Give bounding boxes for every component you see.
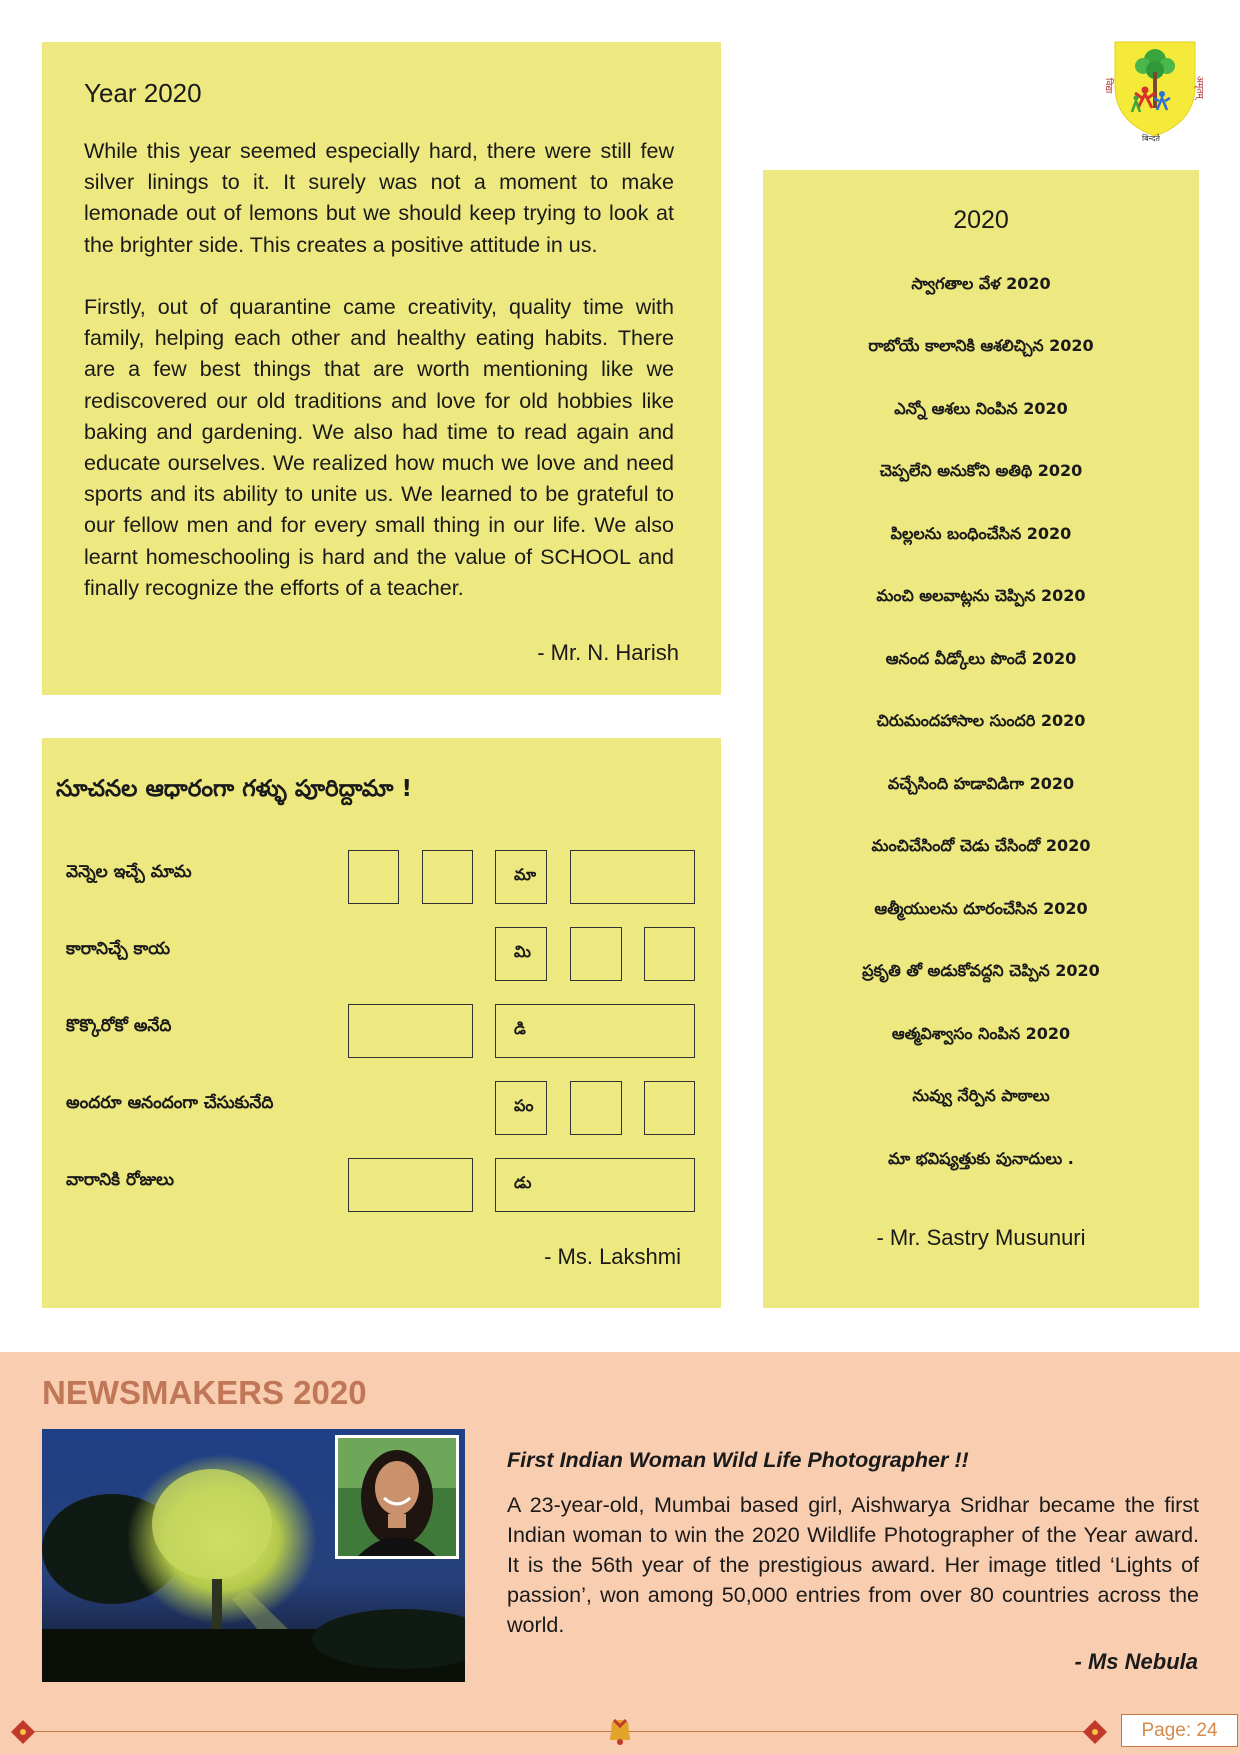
puzzle-clue: కొక్కొరోకో అనేది	[66, 1016, 172, 1036]
logo-left-text: विद्या	[1103, 78, 1113, 94]
poem-line: ఆత్మవిశ్వాసం నింపిన 2020	[891, 1024, 1071, 1043]
page-number: Page: 24	[1121, 1714, 1238, 1747]
poem-line: స్వాగతాల వేళ 2020	[911, 274, 1051, 293]
puzzle-title: సూచనల ఆధారంగా గళ్ళు పూరిద్దామా !	[56, 776, 413, 802]
telugu-poem-2020	[763, 170, 1199, 1308]
news-story: A 23-year-old, Mumbai based girl, Aishwarya Sridhar became the first Indian woman to win the 2020 Wildlife Photographer of the Year award. It is the 56th year of the prestigious award. Her image titled ‘Lights of passion’, won among 50,000 entries from over 80 countries across the world.	[507, 1493, 1199, 1637]
puzzle-cell[interactable]	[570, 850, 695, 904]
poem-line: వచ్చేసింది హడావిడిగా 2020	[887, 774, 1075, 793]
poem-line: చెప్పలేని అనుకోని అతిథి 2020	[879, 461, 1083, 480]
footer-diamond-icon	[10, 1719, 36, 1745]
logo-bottom-text: बिन्दते	[1142, 134, 1160, 143]
puzzle-clue: వెన్నెల ఇచ్చే మామ	[66, 862, 192, 882]
poem-line: చిరుమందహాసాల సుందరి 2020	[876, 711, 1086, 730]
portrait-photo	[335, 1435, 459, 1559]
newsmakers-section	[0, 1352, 1240, 1754]
puzzle-cell[interactable]	[570, 927, 622, 981]
puzzle-clue: వారానికి రోజులు	[66, 1170, 174, 1190]
puzzle-cell[interactable]	[348, 1158, 473, 1212]
footer-rule	[20, 1731, 1105, 1732]
puzzle-cell[interactable]	[348, 850, 399, 904]
footer-diamond-icon	[1082, 1719, 1108, 1745]
year-2020-article	[42, 42, 721, 695]
puzzle-cell[interactable]	[570, 1081, 622, 1135]
news-headline: First Indian Woman Wild Life Photographer !!	[507, 1448, 969, 1472]
poem-line: ఆత్మీయులను దూరంచేసిన 2020	[874, 899, 1088, 918]
puzzle-cell-given: మి	[495, 927, 547, 981]
poem-line: మంచిచేసిందో చెడు చేసిందో 2020	[871, 836, 1091, 855]
puzzle-author: - Ms. Lakshmi	[544, 1244, 681, 1269]
article-author: - Mr. N. Harish	[537, 640, 679, 665]
poem-line: మా భవిష్యత్తుకు పునాదులు .	[888, 1149, 1074, 1168]
telugu-word-puzzle	[42, 738, 721, 1308]
logo-right-text: अमृतम्	[1194, 76, 1204, 99]
article-paragraph-2: Firstly, out of quarantine came creativity, quality time with family, helping each other and healthy eating habits. There are a few best things that are worth mentioning like we rediscovered our old traditions and love for old hobbies like baking and gardening. We also had time to read again and educate ourselves. We realized how much we love and need sports and its ability to unite us. We learned to be grateful to our fellow men and for every small thing in our life. We also learnt homeschooling is hard and the value of SCHOOL and finally recognize the efforts of a teacher.	[84, 295, 674, 600]
poem-line: రాబోయే కాలానికి ఆశలిచ్చిన 2020	[868, 336, 1094, 355]
firefly-tree-photo	[42, 1429, 465, 1682]
poem-line: ఆనంద వీడ్కోలు పొందే 2020	[885, 649, 1077, 668]
news-author: - Ms Nebula	[1074, 1649, 1198, 1674]
article-paragraph-1: While this year seemed especially hard, there were still few silver linings to it. It surely was not a moment to make lemonade out of lemons but we should keep trying to look at the brighter side. This creates a positive attitude in us.	[84, 139, 674, 257]
newsmakers-title: NEWSMAKERS 2020	[42, 1374, 367, 1411]
poem-line: ఎన్నో ఆశలు నింపిన 2020	[894, 399, 1068, 418]
poem-line: ప్రకృతి తో అడుకోవద్దని చెప్పిన 2020	[862, 961, 1100, 980]
poem-line: నువ్వు నేర్పిన పాఠాలు	[912, 1086, 1050, 1105]
puzzle-cell[interactable]	[644, 927, 695, 981]
puzzle-cell-given: పం	[495, 1081, 547, 1135]
portrait-image	[338, 1438, 456, 1556]
school-logo	[1100, 38, 1210, 144]
puzzle-clue: అందరూ ఆనందంగా చేసుకునేది	[66, 1093, 274, 1113]
poem-line: పిల్లలను బంధించేసిన 2020	[890, 524, 1072, 543]
puzzle-cell-given: డు	[495, 1158, 695, 1212]
puzzle-cell[interactable]	[348, 1004, 473, 1058]
puzzle-clue: కారానిచ్చే కాయ	[66, 939, 171, 959]
puzzle-cell-given: డి	[495, 1004, 695, 1058]
footer-bells-icon	[604, 1716, 636, 1748]
puzzle-cell-given: మా	[495, 850, 547, 904]
poem-line: మంచి అలవాట్లను చెప్పిన 2020	[876, 586, 1086, 605]
puzzle-cell[interactable]	[422, 850, 473, 904]
puzzle-cell[interactable]	[644, 1081, 695, 1135]
poem-title: 2020	[953, 206, 1009, 234]
article-title: Year 2020	[84, 78, 202, 108]
poem-author: - Mr. Sastry Musunuri	[876, 1225, 1086, 1250]
